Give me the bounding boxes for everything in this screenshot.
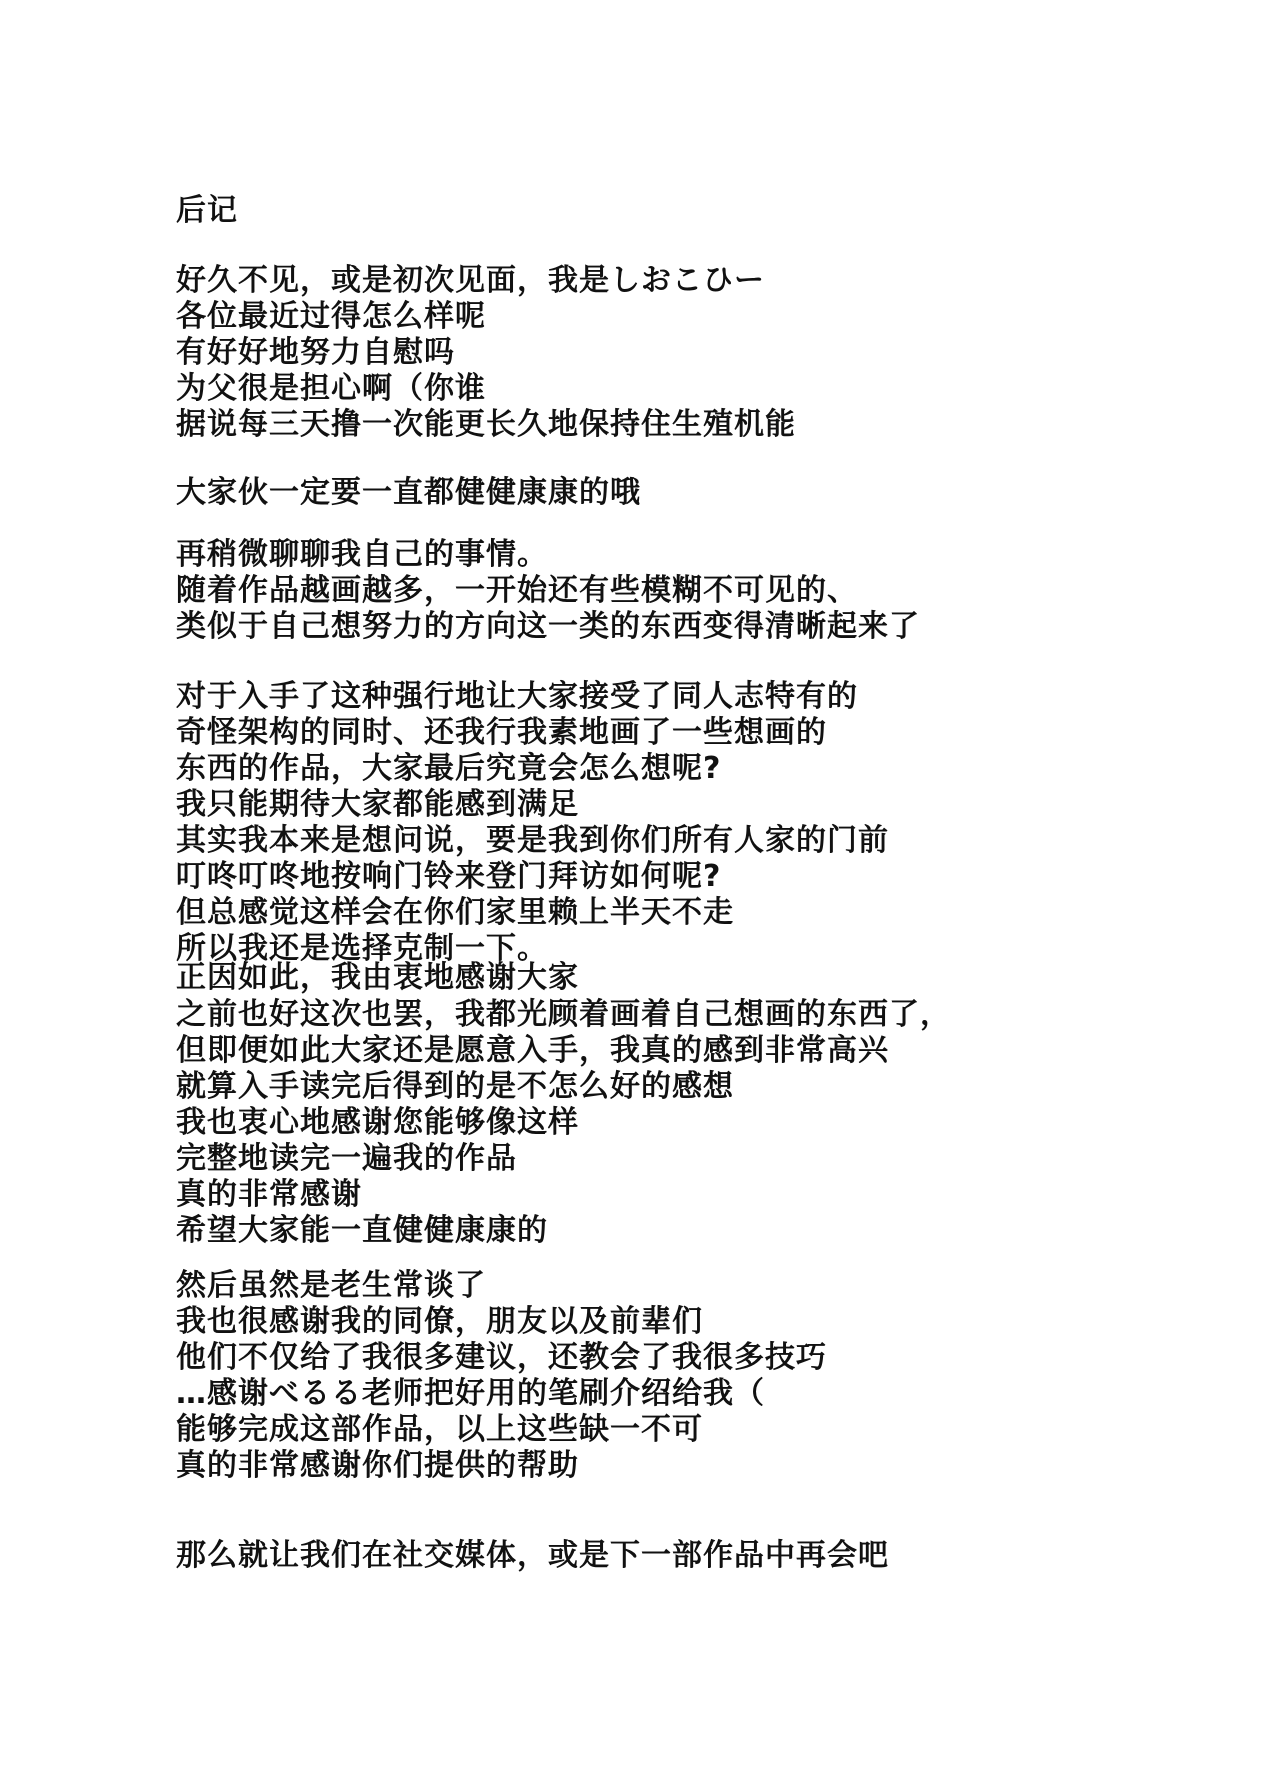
text-line: 他们不仅给了我很多建议，还教会了我很多技巧 <box>176 1340 827 1375</box>
text-line: 大家伙一定要一直都健健康康的哦 <box>176 475 641 510</box>
text-line: 我也衷心地感谢您能够像这样 <box>176 1105 579 1140</box>
text-line: 所以我还是选择克制一下。 <box>176 931 548 966</box>
text-line: 真的非常感谢你们提供的帮助 <box>176 1448 579 1483</box>
text-line: 然后虽然是老生常谈了 <box>176 1268 486 1303</box>
text-line: 那么就让我们在社交媒体，或是下一部作品中再会吧 <box>176 1538 889 1573</box>
text-line: 但总感觉这样会在你们家里赖上半天不走 <box>176 895 734 930</box>
text-line: 为父很是担心啊（你谁 <box>176 371 486 406</box>
text-line: 完整地读完一遍我的作品 <box>176 1141 517 1176</box>
text-line: …感谢べるる老师把好用的笔刷介绍给我（ <box>176 1376 765 1411</box>
page-title: 后记 <box>176 193 238 228</box>
text-line: 随着作品越画越多，一开始还有些模糊不可见的、 <box>176 573 858 608</box>
text-line: 真的非常感谢 <box>176 1177 362 1212</box>
text-line: 我也很感谢我的同僚，朋友以及前辈们 <box>176 1304 703 1339</box>
text-line: 希望大家能一直健健康康的 <box>176 1213 548 1248</box>
text-line: 据说每三天撸一次能更长久地保持住生殖机能 <box>176 407 796 442</box>
text-line: 东西的作品，大家最后究竟会怎么想呢? <box>176 751 722 786</box>
text-line: 有好好地努力自慰吗 <box>176 335 455 370</box>
text-line: 好久不见，或是初次见面，我是しおこひー <box>176 263 765 298</box>
text-line: 我只能期待大家都能感到满足 <box>176 787 579 822</box>
text-line: 就算入手读完后得到的是不怎么好的感想 <box>176 1069 734 1104</box>
text-line: 之前也好这次也罢，我都光顾着画着自己想画的东西了， <box>176 997 951 1032</box>
text-line: 再稍微聊聊我自己的事情。 <box>176 537 548 572</box>
text-line: 其实我本来是想问说，要是我到你们所有人家的门前 <box>176 823 889 858</box>
text-line: 叮咚叮咚地按响门铃来登门拜访如何呢? <box>176 859 722 894</box>
text-line: 能够完成这部作品，以上这些缺一不可 <box>176 1412 703 1447</box>
text-line: 正因如此，我由衷地感谢大家 <box>176 960 579 995</box>
text-line: 类似于自己想努力的方向这一类的东西变得清晰起来了 <box>176 609 920 644</box>
text-line: 各位最近过得怎么样呢 <box>176 299 486 334</box>
text-line: 奇怪架构的同时、还我行我素地画了一些想画的 <box>176 715 827 750</box>
text-line: 但即便如此大家还是愿意入手，我真的感到非常高兴 <box>176 1033 889 1068</box>
text-line: 对于入手了这种强行地让大家接受了同人志特有的 <box>176 679 858 714</box>
